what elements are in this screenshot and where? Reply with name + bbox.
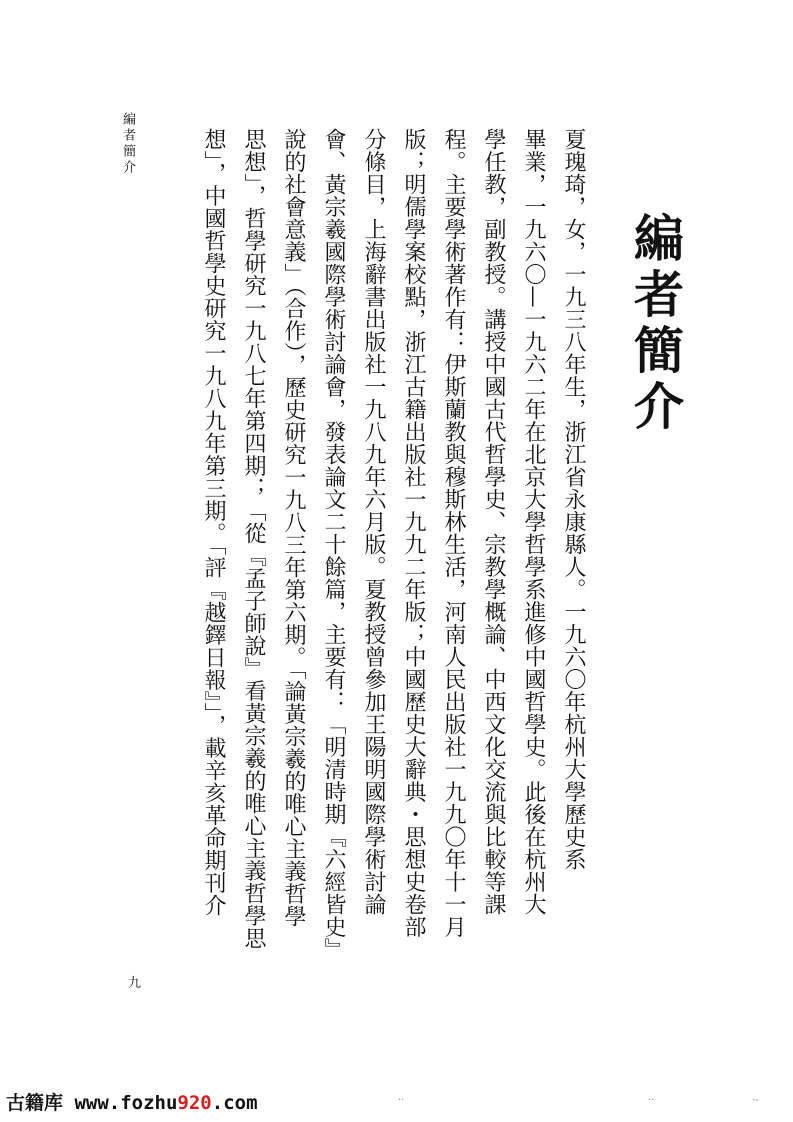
watermark-url-accent: 920 <box>177 1092 212 1114</box>
scan-mark: ·- <box>752 1095 759 1106</box>
watermark-brand: 古籍库 <box>6 1092 64 1114</box>
scan-mark: ·· <box>648 1095 655 1106</box>
text-column-2: 畢業，一九六〇—一九六二年在北京大學哲學系進修中國哲學史。此後在杭州大 <box>521 128 546 916</box>
text-column-7: 會、黃宗羲國際學術討論會，發表論文二十餘篇，主要有：「明清時期『六經皆史』 <box>321 128 346 961</box>
body-text <box>193 128 593 988</box>
text-column-8: 說的社會意義」（合作），歷史研究一九八三年第六期。「論黃宗羲的唯心主義哲學 <box>281 128 306 928</box>
running-head: 編者簡介 <box>120 112 135 176</box>
text-column-4: 程。主要學術著作有：伊斯蘭教與穆斯林生活，河南人民出版社一九九〇年十一月 <box>441 128 466 938</box>
watermark-url-prefix: www.fozhu <box>74 1092 178 1114</box>
text-column-6: 分條目，上海辭書出版社一九八九年六月版。夏教授曾參加王陽明國際學術討論 <box>361 128 386 916</box>
scan-mark: ·· <box>398 1095 405 1106</box>
page-number: 九 <box>128 976 142 991</box>
watermark-url-suffix: .com <box>211 1092 258 1114</box>
text-column-10: 想」，中國哲學史研究一九八九年第三期。「評『越鐸日報』」，載辛亥革命期刊介 <box>201 128 226 917</box>
text-column-3: 學任教，副教授。講授中國古代哲學史、宗教學概論、中西文化交流與比較等課 <box>481 128 506 916</box>
text-column-5: 版；明儒學案校點，浙江古籍出版社一九九二年版；中國歷史大辭典・思想史卷部 <box>401 128 426 938</box>
text-column-1: 夏瑰琦，女，一九三八年生，浙江省永康縣人。一九六〇年杭州大學歷史系 <box>561 128 586 871</box>
text-column-9: 思想」，哲學研究一九八七年第四期；「從『孟子師說』看黃宗羲的唯心主義哲學思 <box>241 128 266 950</box>
site-watermark <box>6 1088 258 1115</box>
page-title: 編者簡介 <box>626 212 685 436</box>
